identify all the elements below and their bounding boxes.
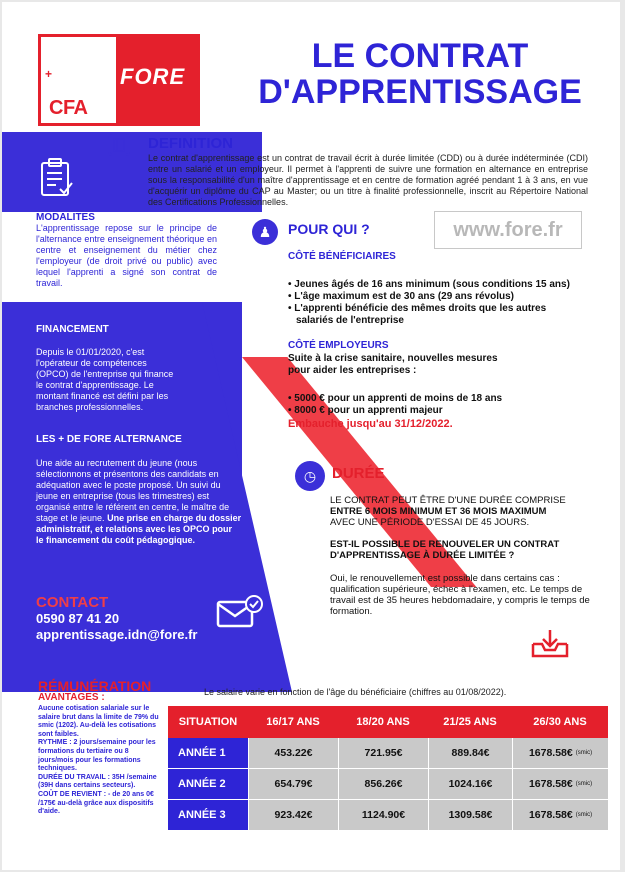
logo-cfa-block [38, 34, 116, 126]
cell-note: (smic) [575, 812, 593, 818]
embauche-deadline: Embauche jusqu'au 31/12/2022. [288, 418, 453, 430]
table-row [168, 738, 608, 769]
rythme-text: RYTHME : 2 jours/semaine pour les formations du tertiaire ou 8 jours/mois pour les formations techniques. [38, 739, 156, 773]
logo-fore-block [116, 34, 200, 126]
plus-fore-title: LES + DE FORE ALTERNANCE [36, 434, 182, 445]
contact-title: CONTACT [36, 594, 109, 611]
website-url[interactable]: www.fore.fr [434, 211, 582, 249]
cell-value: 1678.58€ [528, 778, 573, 790]
cell-note: (smic) [575, 781, 593, 787]
table-note: Le salaire varie en fonction de l'âge du bénéficiaire (chiffres au 01/08/2022). [204, 687, 507, 697]
employeurs-intro-line1: Suite à la crise sanitaire, nouvelles mesures [288, 353, 498, 364]
header-situation: SITUATION [178, 716, 238, 728]
beneficiaires-title: CÔTÉ BÉNÉFICIAIRES [288, 251, 396, 262]
duree-line3: AVEC UNE PÉRIODE D'ESSAI DE 45 JOURS. [330, 517, 530, 528]
table-row [168, 769, 608, 800]
cell: 721.95€ [338, 738, 428, 768]
table-row [168, 800, 608, 831]
modalites-title: MODALITES [36, 212, 95, 223]
beneficiaire-item: • Jeunes âgés de 16 ans minimum (sous conditions 15 ans) [288, 279, 570, 290]
header-21-25: 21/25 ANS [443, 716, 497, 728]
cell-note: (smic) [575, 750, 593, 756]
employeurs-title: CÔTÉ EMPLOYEURS [288, 340, 389, 351]
cell [512, 738, 608, 768]
cell: 856.26€ [338, 769, 428, 799]
cell [512, 800, 608, 830]
contact-phone[interactable]: 0590 87 41 20 [36, 611, 120, 626]
financement-text: Depuis le 01/01/2020, c'est l'opérateur de compétences (OPCO) de l'entreprise qui finance le contrat d'apprentissage. Le montant financé est défini par les branches professionnelles. [36, 347, 174, 412]
duree-question [330, 539, 592, 561]
table-header [168, 706, 608, 738]
cfa-fore-logo [38, 34, 200, 126]
cell: 654.79€ [248, 769, 338, 799]
users-icon: ♟ [252, 219, 278, 245]
modalites-block [2, 212, 217, 289]
download-tray-icon [531, 628, 569, 665]
avantages-details [38, 705, 162, 817]
book-icon [108, 134, 130, 156]
header-18-20: 18/20 ANS [356, 716, 410, 728]
contact-email[interactable]: apprentissage.idn@fore.fr [36, 627, 198, 642]
cell: 1124.90€ [338, 800, 428, 830]
employeurs-intro-line2: pour aider les entreprises : [288, 365, 417, 376]
page-title [230, 38, 610, 110]
pour-qui-title: POUR QUI ? [288, 221, 370, 237]
cell-value: 1678.58€ [528, 809, 573, 821]
mail-check-icon [216, 594, 264, 635]
logo-cfa-text: CFA [49, 97, 88, 119]
title-line1: LE CONTRAT [311, 37, 529, 75]
beneficiaire-item: • L'apprenti bénéficie des mêmes droits que les autres [288, 303, 547, 314]
calendar-clock-icon: ◷ [295, 461, 325, 491]
aide-item: • 5000 € pour un apprenti de moins de 18 ans [288, 393, 503, 404]
cell: 1309.58€ [428, 800, 512, 830]
duree-line2: ENTRE 6 MOIS MINIMUM ET 36 MOIS MAXIMUM [330, 506, 547, 517]
row-label: ANNÉE 2 [168, 769, 248, 799]
cell: 453.22€ [248, 738, 338, 768]
duree-question-line1: EST-IL POSSIBLE DE RENOUVELER UN CONTRAT [330, 539, 560, 550]
duree-travail-text: DURÉE DU TRAVAIL : 35H /semaine (39H dans certains secteurs). [38, 773, 157, 790]
financement-title: FINANCEMENT [36, 324, 109, 335]
cell: 889.84€ [428, 738, 512, 768]
row-label: ANNÉE 3 [168, 800, 248, 830]
header-16-17: 16/17 ANS [266, 716, 320, 728]
salary-table [168, 706, 608, 831]
avantages-title: AVANTAGES : [38, 692, 105, 703]
beneficiaire-item: salariés de l'entreprise [296, 315, 404, 326]
aide-item: • 8000 € pour un apprenti majeur [288, 405, 443, 416]
definition-title: DEFINITION [148, 135, 233, 152]
employeurs-intro [288, 353, 588, 377]
aides-list [288, 393, 588, 417]
duree-question-line2: D'APPRENTISSAGE À DURÉE LIMITÉE ? [330, 550, 515, 561]
beneficiaires-list [288, 279, 588, 327]
plus-fore-body: Une aide au recrutement du jeune (nous sélectionnons et présentons des candidats en adéquation avec le poste proposé. Un suivi du jeune en entreprise (tous les trimestres) est organisé entre le référent en centre, le maître de stage et le jeune. [36, 458, 230, 523]
clipboard-icon [38, 157, 78, 206]
duree-line1: LE CONTRAT PEUT ÊTRE D'UNE DURÉE COMPRISE [330, 495, 566, 506]
plus-fore-text [36, 458, 242, 546]
cout-text: COÛT DE REVIENT : - de 20 ans 0€ /175€ au-delà grâce aux dispositifs d'aide. [38, 790, 154, 816]
avantages-text: Aucune cotisation salariale sur le salaire brut dans la limite de 79% du smic (1202). Au-delà les cotisations sont faibles. [38, 705, 159, 738]
duree-main [330, 495, 592, 528]
duree-title: DURÉE [332, 465, 385, 482]
cell-value: 1678.58€ [528, 747, 573, 759]
cell: 1024.16€ [428, 769, 512, 799]
modalites-text: L'apprentissage repose sur le principe de l'alternance entre enseignement théorique en centre et enseignement du métier chez l'employeur (de droit privé ou public) avec lequel l'apprenti a signé son contrat de travail. [36, 223, 217, 288]
logo-plus: + [45, 67, 52, 81]
plus-fore-bold: Une prise en charge du dossier administratif, et relations avec les OPCO pour le financement du coût pédagogique. [36, 513, 242, 545]
definition-text: Le contrat d'apprentissage est un contrat de travail écrit à durée limitée (CDD) ou à durée indéterminée (CDI) entre un salarié et un employeur. Il permet à l'apprenti de suivre une formation en alternance en entreprise sous la responsabilité d'un maître d'apprentissage et en centre de formation agréé pendant 1 à 3 ans, en vue d'acquérir un diplôme du CAP au Master; ou un titre à finalité professionnelle, inscrit au Répertoire National des Certifications Professionnelles. [148, 153, 588, 207]
cell: 923.42€ [248, 800, 338, 830]
cell [512, 769, 608, 799]
beneficiaire-item: • L'âge maximum est de 30 ans (29 ans révolus) [288, 291, 514, 302]
page [2, 2, 620, 870]
row-label: ANNÉE 1 [168, 738, 248, 768]
duree-answer: Oui, le renouvellement est possible dans certains cas : qualification supérieure, échec à l'examen, etc. Le temps de travail est de 35 heures hebdomadaire, y compris le temps de formation. [330, 573, 590, 617]
title-line2: D'APPRENTISSAGE [258, 73, 582, 111]
remuneration-title: RÉMUNÉRATION [38, 678, 152, 694]
header-26-30: 26/30 ANS [533, 716, 587, 728]
logo-fore-text: FORE [120, 64, 186, 89]
